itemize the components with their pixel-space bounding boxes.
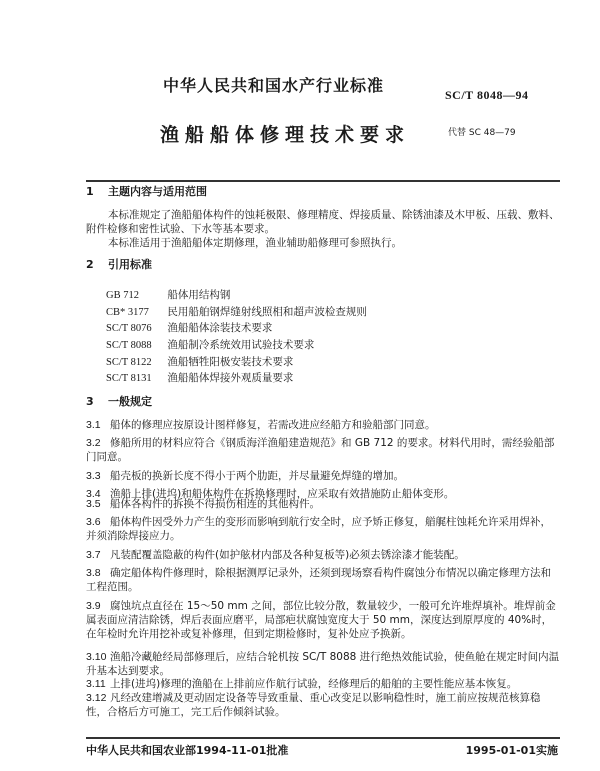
paragraph: 本标准适用于渔船船体定期修理，渔业辅助船修理可参照执行。 [108, 237, 402, 249]
header-divider [86, 180, 560, 182]
section-heading-3: 3 一般规定 [86, 395, 152, 408]
clause-3-11: 3.11 上排(进坞)修理的渔船在上排前应作航行试验，经修理后的船舶的主要性能应基本恢复。 [86, 678, 518, 690]
paragraph: 本标准规定了渔船船体构件的蚀耗极限、修理精度、焊接质量、除锈油漆及木甲板、压载、敷料、附件检修和密性试验、下水等基本要求。 [86, 209, 560, 235]
section-heading-1: 1 主题内容与适用范围 [86, 185, 207, 198]
clause-3-5: 3.5 船体各构件的拆换不得损伤相连的其他构件。 [86, 498, 320, 510]
clause-3-10: 3.10 渔船冷藏舱经局部修理后，应结合轮机按 SC/T 8088 进行绝热效能试验，使鱼舱在规定时间内温升基本达到要求。 [86, 651, 560, 677]
replaces-note: 代替 SC 48—79 [448, 128, 516, 138]
reference-item: SC/T 8122 渔船牺牲阳极安装技术要求 [106, 356, 294, 368]
standard-code: SC/T 8048—94 [445, 88, 529, 102]
clause-3-3: 3.3 船壳板的换新长度不得小于两个肋距，并尽量避免焊缝的增加。 [86, 470, 404, 482]
clause-3-1: 3.1 船体的修理应按原设计图样修复，若需改进应经船方和验船部门同意。 [86, 419, 436, 431]
clause-3-9: 3.9 腐蚀坑点直径在 15～50 mm 之间，部位比较分散，数量较少，一般可允许堆焊填补。堆焊前金属表面应清洁除锈，焊后表面应磨平，局部疤状腐蚀宽度大于 50 mm，深度达到原厚度的 40%时，在年检时允许用挖补或复补修理，但到定期检修时，复补处应予换新。 [86, 600, 556, 640]
clause-3-6: 3.6 船体构件因受外力产生的变形而影响到航行安全时，应予矫正修复，艏艉柱蚀耗允许采用焊补，并须消除焊接应力。 [86, 516, 551, 542]
document-title: 渔船船体修理技术要求 [160, 124, 411, 146]
reference-item: SC/T 8131 渔船船体焊接外观质量要求 [106, 372, 294, 384]
clause-3-4: 3.4 渔船上排(进坞)和船体构件在拆换修理时，应采取有效措施防止船体变形。 [86, 488, 455, 500]
footer-divider [86, 737, 560, 739]
clause-3-2: 3.2 修船所用的材料应符合《钢质海洋渔船建造规范》和 GB 712 的要求。材料代用时，需经验船部门同意。 [86, 437, 555, 463]
reference-item: CB* 3177 民用船舶钢焊缝射线照相和超声波检查规则 [106, 306, 367, 318]
clause-3-7: 3.7 凡装配覆盖隐蔽的构件(如护舷材内部及各种复板等)必须去锈涂漆才能装配。 [86, 549, 465, 561]
clause-3-12: 3.12 凡经改建增减及更动固定设备等导致重量、重心改变足以影响稳性时，施工前应按规范核算稳性，合格后方可施工，完工后作倾斜试验。 [86, 692, 541, 718]
effective-date: 1995-01-01实施 [465, 744, 558, 757]
reference-item: SC/T 8088 渔船制冷系统效用试验技术要求 [106, 339, 315, 351]
reference-item: GB 712 船体用结构钢 [106, 289, 231, 301]
reference-item: SC/T 8076 渔船船体涂装技术要求 [106, 322, 273, 334]
standard-category: 中华人民共和国水产行业标准 [163, 76, 385, 95]
approval-note: 中华人民共和国农业部1994-11-01批准 [86, 744, 289, 757]
clause-3-8: 3.8 确定船体构件修理时，除根据测厚记录外，还须到现场察看构件腐蚀分布情况以确定修理方法和工程范围。 [86, 567, 551, 593]
section-heading-2: 2 引用标准 [86, 258, 152, 271]
